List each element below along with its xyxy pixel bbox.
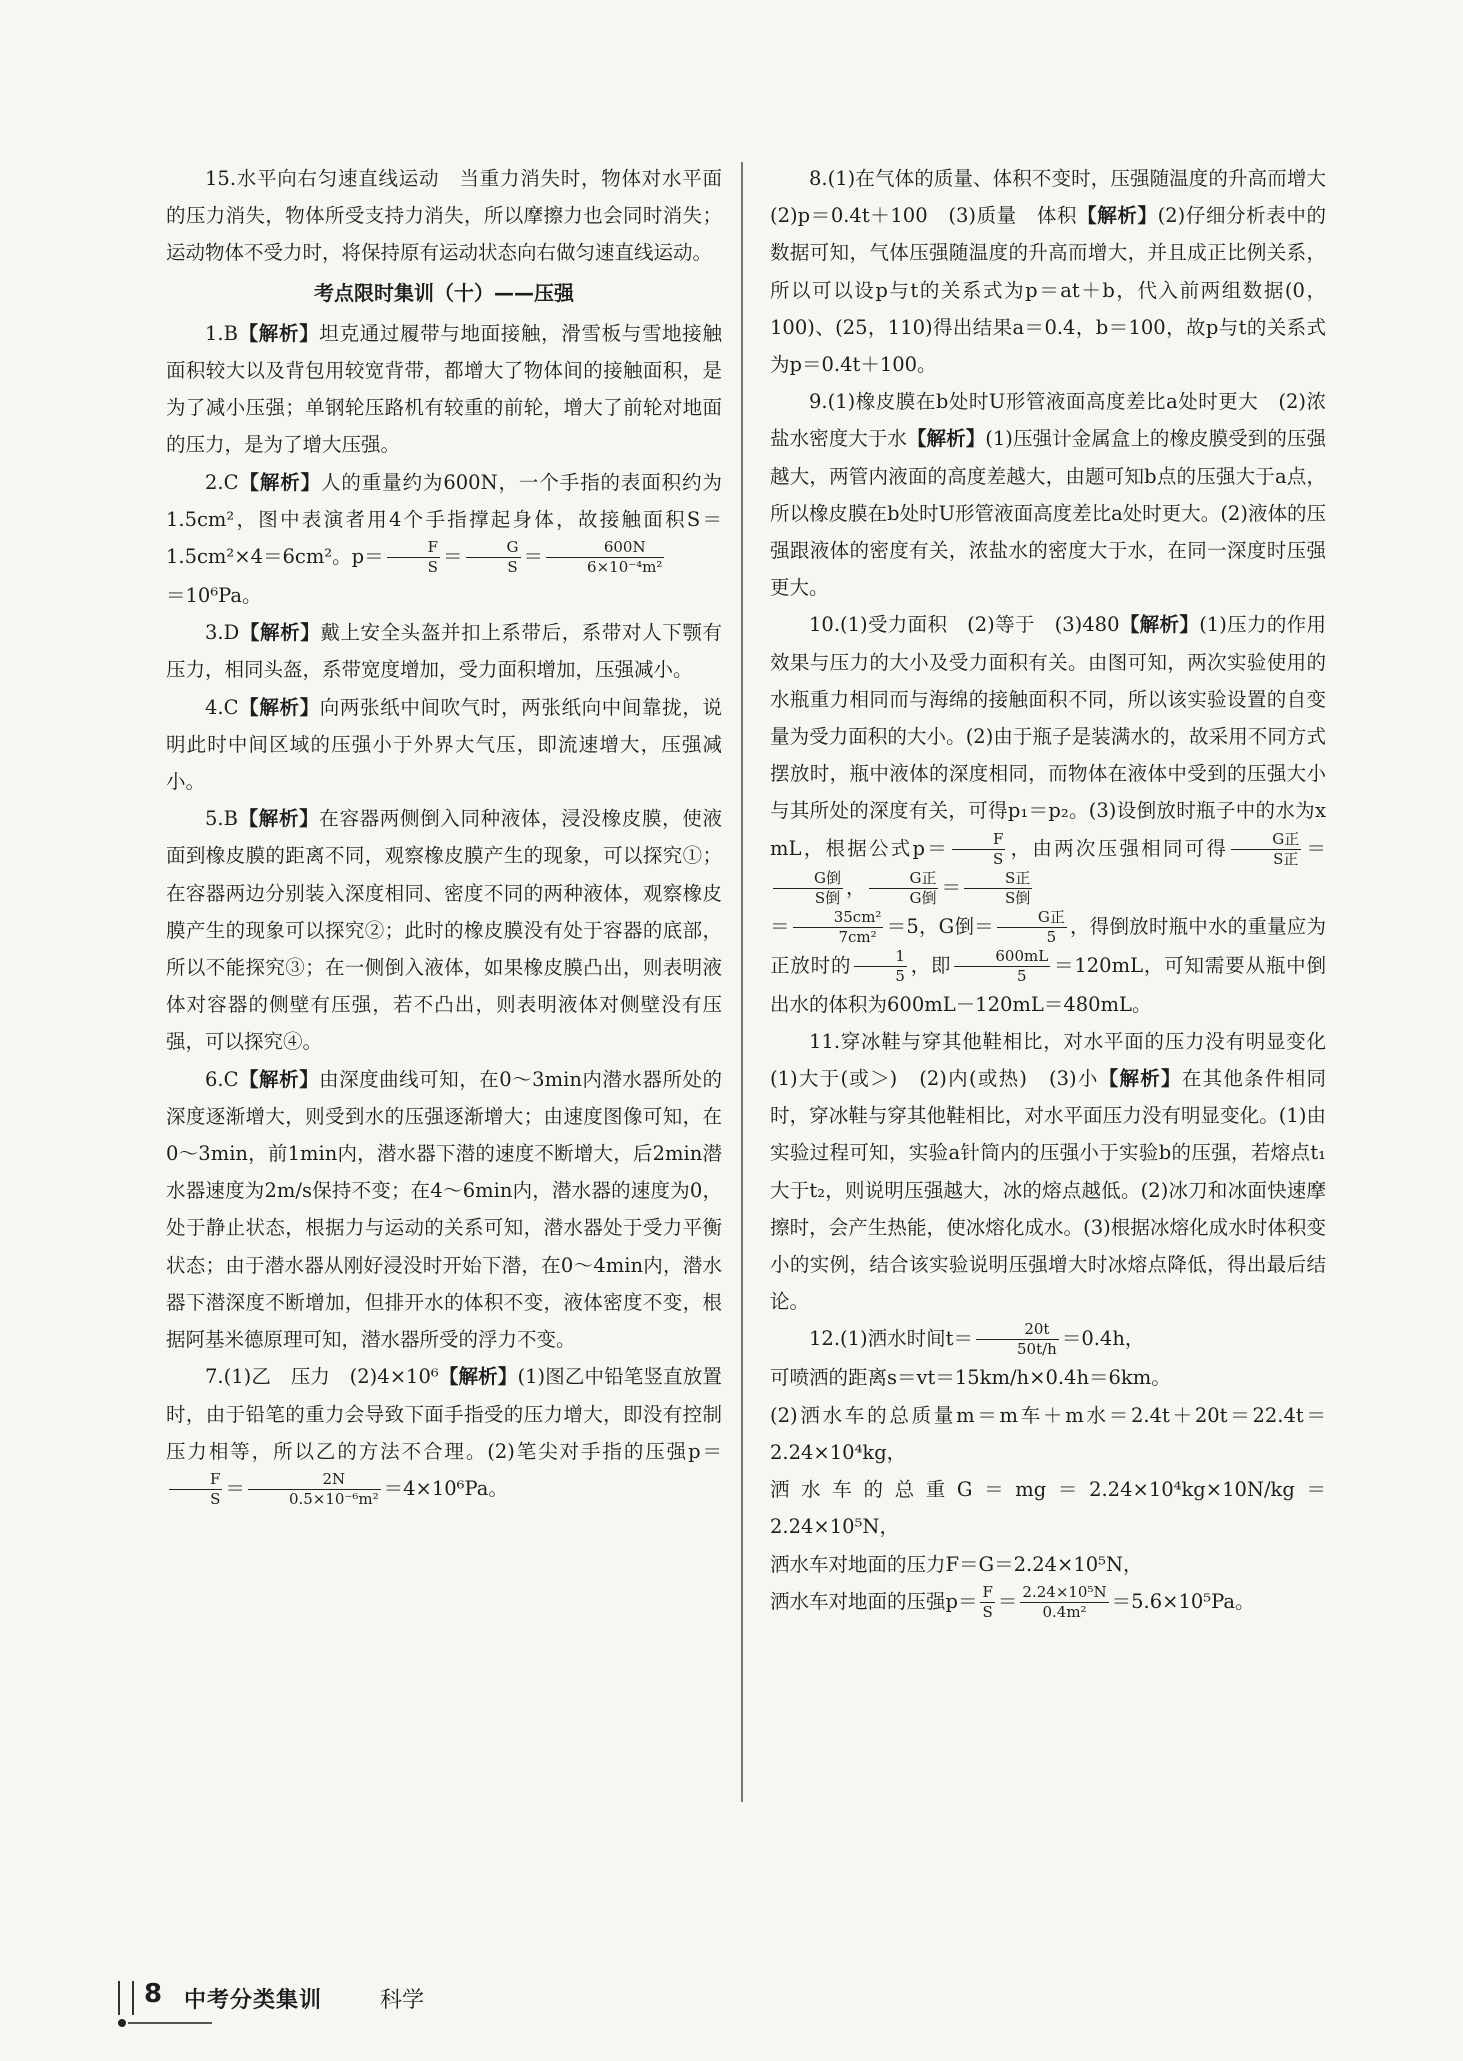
denominator: S [507,558,518,577]
answer-12-line-6 [770,1583,1326,1622]
answer-11-head: 11.穿冰鞋与穿其他鞋相比，对水平面的压力没有明显变化 (1)大于(或＞) (2)内(或热) (3)小 [770,1029,1346,1091]
fraction [793,908,884,947]
denominator: S [427,558,438,577]
answer-12-line-1 [770,1320,1326,1359]
answer-12-text: ＝5.6×10⁵Pa。 [1111,1589,1255,1613]
answer-5-head: 5.B [205,807,238,831]
answer-10-text: ＝ [770,914,790,938]
equals: ＝ [225,1476,245,1500]
answer-12-text: 12.(1)洒水时间t＝ [809,1327,973,1351]
answer-10-head: 10.(1)受力面积 (2)等于 (3)480 [809,613,1120,637]
answer-2 [166,464,722,615]
denominator: S倒 [814,888,841,907]
denominator: 5 [1017,966,1027,985]
answer-2-head: 2.C [205,470,239,494]
fraction [954,947,1050,986]
numerator: S正 [964,869,1032,889]
numerator: 600mL [954,947,1050,967]
analysis-tag: 【解析】 [237,807,320,831]
answer-10-text: ，由两次压强相同可得 [1008,836,1229,860]
fraction [980,1583,994,1622]
answer-9 [770,383,1326,606]
answer-12-text: ＝0.4h， [1061,1327,1145,1351]
answer-10-text: ＝120mL，可知需要从瓶中倒出水的体积为600mL－120mL＝480mL。 [770,953,1326,1016]
answer-5-body: 在容器两侧倒入同种液体，浸没橡皮膜，使液面到橡皮膜的距离不同，观察橡皮膜产生的现象，可以探究①；在容器两边分别装入深度相同、密度不同的两种液体，观察橡皮膜产生的现象可以探究②；此时的橡皮膜没有处于容器的底部，所以不能探究③；在一侧倒入液体，如果橡皮膜凸出，则表明液体对容器的侧壁有压强，若不凸出，则表明液体对侧壁没有压强，可以探究④。 [166,807,722,1054]
numerator: F [387,538,440,558]
denominator: S正 [1273,849,1299,868]
answer-8-body: (2)仔细分析表中的数据可知，气体压强随温度的升高而增大，并且成正比例关系，所以可以设p与t的关系式为p＝at＋b，代入前两组数据(0，100)、(25，110)得出结果a＝0.4，b＝100，故p与t的关系式为p＝0.4t＋100。 [770,204,1326,377]
page-number: 8 [144,1979,163,2009]
answer-10-body: (1)压力的作用效果与压力的大小及受力面积有关。由图可知，两次实验使用的水瓶重力相同而与海绵的接触面积不同，所以该实验设置的自变量为受力面积的大小。(2)由于瓶子是装满水的，故采用不同方式摆放时，瓶中液体的深度相同，而物体在液体中受到的压强大小与其所处的深度有关，可得p₁＝p₂。(3)设倒放时瓶子中的水为x mL，根据公式p＝ [770,613,1326,860]
answer-8-head: 8.(1)在气体的质量、体积不变时，压强随温度的升高而增大 (2)p＝0.4t＋100 (3)质量 体积 [770,167,1346,228]
analysis-tag: 【解析】 [238,1067,320,1091]
answer-7-body: (1)图乙中铅笔竖直放置时，由于铅笔的重力会导致下面手指受的压力增大，即没有控制压力相等，所以乙的方法不合理。(2)笔尖对手指的压强p＝ [166,1365,722,1463]
answer-3-head: 3.D [205,621,240,645]
answer-12-line-2: 可喷洒的距离s＝vt＝15km/h×0.4h＝6km。 [770,1366,1171,1390]
answer-4 [166,689,722,801]
numerator: F [982,1582,993,1601]
equals: ＝ [523,545,544,569]
equals: ＝ [941,875,961,899]
numerator: G正 [1231,830,1301,850]
fraction [854,947,907,986]
answer-6-body: 由深度曲线可知，在0～3min内潜水器所处的深度逐渐增大，则受到水的压强逐渐增大；由速度图像可知，在0～3min，前1min内，潜水器下潜的速度不断增大，后2min潜水器速度为2m/s保持不变；在4～6min内，潜水器的速度为0，处于静止状态，根据力与运动的关系可知，潜水器处于受力平衡状态；由于潜水器从刚好浸没时开始下潜，在0～4min内，潜水器下潜深度不断增加，但排开水的体积不变，液体密度不变，根据阿基米德原理可知，潜水器所受的浮力不变。 [166,1067,722,1352]
answer-10-text: ，即 [909,953,952,977]
numerator: F [169,1470,222,1490]
fraction [964,869,1032,908]
answer-6 [166,1061,722,1359]
answer-11 [770,1023,1346,1321]
footer-line [128,2022,212,2024]
answer-11-body: 在其他条件相同时，穿冰鞋与穿其他鞋相比，对水平面压力没有明显变化。(1)由实验过程可知，实验a针筒内的压强小于实验b的压强，若熔点t₁大于t₂，则说明压强越大，冰的熔点越低。(2)冰刀和冰面快速摩擦时，会产生热能，使冰熔化成水。(3)根据冰熔化成水时体积变小的实例，结合该实验说明压强增大时冰熔点降低，得出最后结论。 [770,1067,1326,1314]
numerator: 600N [546,538,664,558]
numerator: 2.24×10⁵N [1022,1582,1107,1601]
analysis-tag: 【解析】 [238,470,321,494]
answer-9-head: 9.(1)橡皮膜在b处时U形管液面高度差比a处时更大 (2)浓盐水密度大于水 [770,390,1326,451]
answer-4-body: 向两张纸中间吹气时，两张纸向中间靠拢，说明此时中间区域的压强小于外界大气压，即流速增大，压强减小。 [166,695,722,794]
answer-12-line-5: 洒水车对地面的压力F＝G＝2.24×10⁵N， [770,1552,1143,1576]
answer-12-text: 洒水车对地面的压强p＝ [770,1589,978,1613]
answer-5 [166,800,722,1060]
numerator: 2N [248,1470,381,1490]
fraction [248,1470,381,1509]
answer-2-body: 人的重量约为600N，一个手指的表面积约为1.5cm²，图中表演者用4个手指撑起身体，故接触面积S＝1.5cm²×4＝6cm²。p＝ [166,470,722,569]
analysis-tag: 【解析】 [1119,613,1200,637]
book-title: 中考分类集训 [184,1988,323,2013]
answer-10-text: ， [845,875,866,899]
fraction [952,830,1005,869]
equals: ＝ [443,545,463,569]
fraction [169,1470,222,1509]
answer-1-body: 坦克通过履带与地面接触，滑雪板与雪地接触面积较大以及背包用较宽背带，都增大了物体间的接触面积，是为了减小压强；单钢轮压路机有较重的前轮，增大了前轮对地面的压力，是为了增大压强。 [166,321,722,457]
denominator: S [993,849,1004,868]
denominator: G倒 [909,888,937,907]
answer-7-head: 7.(1)乙 压力 (2)4×10⁶ [205,1365,439,1389]
answer-1-head: 1.B [205,321,238,345]
answer-9-body: (1)压强计金属盒上的橡皮膜受到的压强越大，两管内液面的高度差越大，由题可知b点的压强大于a点，所以橡皮膜在b处时U形管液面高度差比a处时更大。(2)液体的压强跟液体的密度有关，浓盐水的密度大于水，在同一深度时压强更大。 [770,427,1326,600]
analysis-tag: 【解析】 [237,321,320,345]
fraction [976,1320,1059,1359]
footer-bar [132,1981,134,2015]
answer-2-result: ＝10⁶Pa。 [166,584,262,608]
analysis-tag: 【解析】 [1098,1067,1182,1091]
fraction [1231,830,1301,869]
denominator: 0.4m² [1042,1602,1087,1621]
fraction [546,538,664,577]
fraction [387,538,440,577]
numerator: G倒 [773,869,843,889]
answer-6-head: 6.C [205,1067,239,1091]
numerator: G正 [869,869,939,889]
answer-15: 15.水平向右匀速直线运动 当重力消失时，物体对水平面的压力消失，物体所受支持力消失，所以摩擦力也会同时消失；运动物体不受力时，将保持原有运动状态向右做匀速直线运动。 [166,167,722,265]
denominator: 5 [895,966,905,985]
column-divider [741,162,743,1802]
answer-10-text: ，得倒放时瓶中水的重量应为正放时的 [770,914,1326,977]
analysis-tag: 【解析】 [1077,204,1158,228]
answer-7-result: ＝4×10⁶Pa。 [383,1476,508,1500]
analysis-tag: 【解析】 [239,621,321,645]
fraction [1020,1583,1108,1622]
footer-dot-icon [118,2019,126,2027]
denominator: 0.5×10⁻⁶m² [288,1489,379,1508]
analysis-tag: 【解析】 [438,1365,518,1389]
equals: ＝ [997,1589,1018,1613]
answer-3-body: 戴上安全头盔并扣上系带后，系带对人下颚有压力，相同头盔，系带宽度增加，受力面积增加，压强减小。 [166,621,722,682]
footer-bar [118,1981,120,2015]
fraction [869,869,939,908]
denominator: S倒 [1005,888,1031,907]
fraction [773,869,843,908]
answer-12-line-4: 洒水车的总重G＝mg＝2.24×10⁴kg×10N/kg＝2.24×10⁵N， [770,1478,1326,1539]
right-column [770,160,1346,1622]
answer-10-text: ＝5，G倒＝ [886,914,994,938]
fraction [997,908,1067,947]
denominator: 6×10⁻⁴m² [587,558,663,577]
equals: ＝ [1304,836,1326,860]
denominator: S [982,1602,993,1621]
answer-4-head: 4.C [205,695,239,719]
fraction [466,538,521,577]
subject-label: 科学 [380,1988,425,2013]
analysis-tag: 【解析】 [906,427,986,451]
numerator: F [952,830,1005,850]
numerator: G正 [997,908,1067,928]
left-column [166,160,722,1509]
answer-12-line-3: (2)洒水车的总质量m＝m车＋m水＝2.4t＋20t＝22.4t＝2.24×10⁴kg， [770,1403,1326,1464]
numerator: 1 [854,947,907,967]
numerator: 20t [976,1320,1059,1340]
answer-7 [166,1358,722,1509]
section-title: 考点限时集训（十）——压强 [314,280,574,305]
analysis-tag: 【解析】 [238,695,320,719]
denominator: S [210,1489,221,1508]
answer-8 [770,160,1346,383]
denominator: 7cm² [838,927,877,946]
answer-10 [770,606,1326,1022]
numerator: G [466,538,521,558]
numerator: 35cm² [793,908,884,928]
answer-1 [166,315,722,464]
denominator: 50t/h [1016,1340,1057,1359]
answer-3 [166,614,722,688]
denominator: 5 [1046,927,1057,946]
